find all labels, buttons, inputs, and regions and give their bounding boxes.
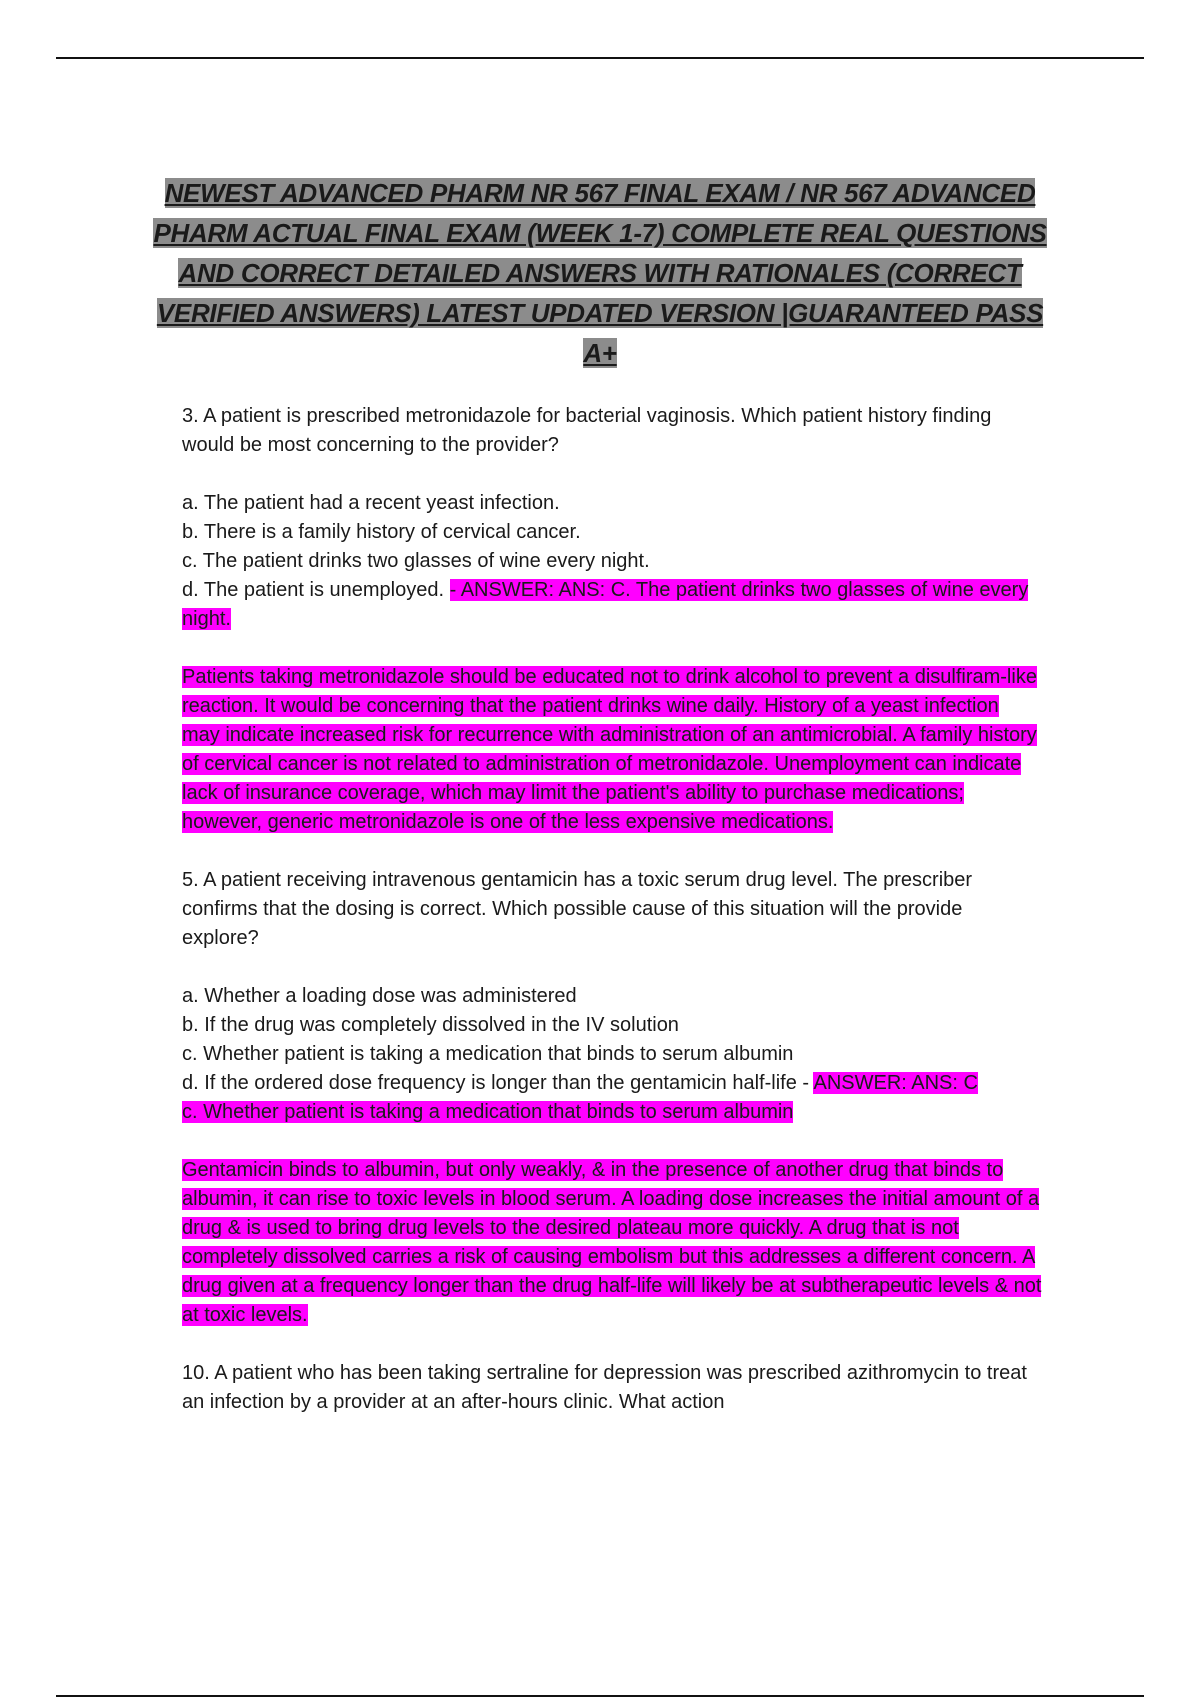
question-stem: 5. A patient receiving intravenous gentamicin has a toxic serum drug level. The prescriber confirms that the dosing is correct. Which possible cause of this situation will the provide explore?: [182, 869, 973, 949]
rationale-paragraph: [182, 663, 1042, 837]
option-d: d. If the ordered dose frequency is longer than the gentamicin half-life -: [182, 1072, 814, 1094]
option-c: c. The patient drinks two glasses of wine every night.: [182, 550, 650, 572]
answer-detail: c. Whether patient is taking a medication that binds to serum albumin: [182, 1101, 794, 1123]
rationale-paragraph: [182, 1156, 1042, 1330]
question-block-5: [182, 866, 1042, 1330]
option-a: a. Whether a loading dose was administered: [182, 985, 577, 1007]
bottom-rule: [56, 1695, 1144, 1697]
document-title-text: NEWEST ADVANCED PHARM NR 567 FINAL EXAM / NR 567 ADVANCED PHARM ACTUAL FINAL EXAM (WEEK 1-7) COMPLETE REAL QUESTIONS AND CORRECT DETAILED ANSWERS WITH RATIONALES (CORRECT VERIFIED ANSWERS) LATEST UPDATED VERSION |GUARANTEED PASS A+: [153, 178, 1047, 368]
question-stem: 10. A patient who has been taking sertraline for depression was prescribed azithromycin to treat an infection by a provider at an after-hours clinic. What action: [182, 1362, 1027, 1413]
answer-highlight: - ANSWER: ANS: C. The patient drinks two glasses of wine every night.: [182, 579, 1029, 630]
question-block-3: [182, 402, 1042, 837]
question-block-10: [182, 1359, 1042, 1417]
option-d-line: [182, 576, 1042, 634]
rationale-text: Patients taking metronidazole should be educated not to drink alcohol to prevent a disulfiram-like reaction. It would be concerning that the patient drinks wine daily. History of a yeast infection may indicate increased risk for recurrence with administration of an antimicrobial. A family history of cervical cancer is not related to administration of metronidazole. Unemployment can indicate lack of insurance coverage, which may limit the patient's ability to purchase medications; however, generic metronidazole is one of the less expensive medications.: [182, 666, 1037, 833]
option-d: d. The patient is unemployed.: [182, 579, 450, 601]
option-b: b. There is a family history of cervical cancer.: [182, 521, 581, 543]
answer-highlight: ANSWER: ANS: C: [813, 1072, 978, 1094]
option-c: c. Whether patient is taking a medication that binds to serum albumin: [182, 1043, 794, 1065]
option-a: a. The patient had a recent yeast infection.: [182, 492, 560, 514]
answer-detail-line: [182, 1098, 1042, 1127]
question-stem: 3. A patient is prescribed metronidazole for bacterial vaginosis. Which patient history finding would be most concerning to the provider?: [182, 405, 992, 456]
rationale-text: Gentamicin binds to albumin, but only weakly, & in the presence of another drug that binds to albumin, it can rise to toxic levels in blood serum. A loading dose increases the initial amount of a drug & is used to bring drug levels to the desired plateau more quickly. A drug that is not completely dissolved carries a risk of causing embolism but this addresses a different concern. A drug given at a frequency longer than the drug half-life will likely be at subtherapeutic levels & not at toxic levels.: [182, 1159, 1042, 1326]
document-body: [182, 402, 1042, 1417]
option-b: b. If the drug was completely dissolved in the IV solution: [182, 1014, 679, 1036]
option-d-line: [182, 1069, 1042, 1098]
top-rule: [56, 57, 1144, 59]
document-title: [140, 173, 1060, 373]
